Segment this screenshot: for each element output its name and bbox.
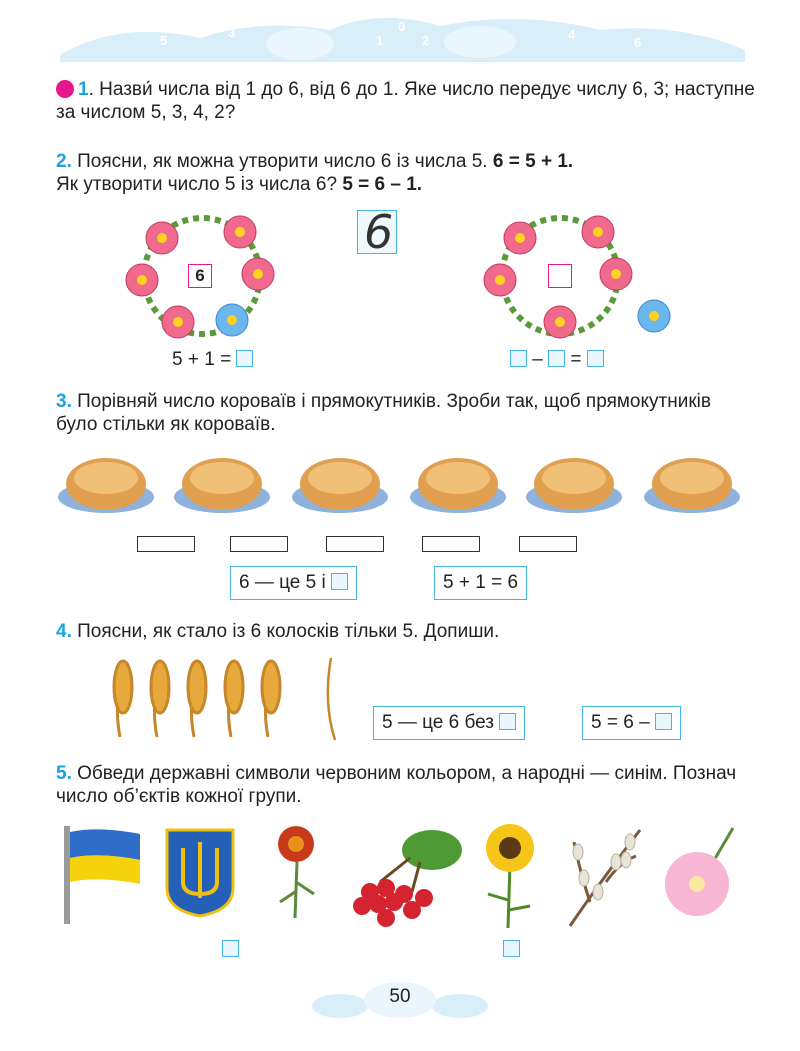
task-2: 2. Поясни, як можна утворити число 6 із числа 5. 6 = 5 + 1. Як утворити число 5 із числа 6? 5 = 6 – 1. [56,151,574,195]
rectangle-1 [137,536,195,552]
equation-5-plus-1: 5 + 1 = [172,349,253,371]
answer-box[interactable] [499,713,516,730]
frame-5-plus-1: 5 + 1 = 6 [434,566,527,600]
sunflower-icon [470,820,550,930]
equation-minus: – = [510,349,604,371]
task-5: 5. Обведи державні символи червоним кольором, а народні — синім. Познач число об’єктів кожної групи. [56,763,737,807]
answer-box[interactable] [331,573,348,590]
flag-icon [58,826,148,926]
rectangle-5 [519,536,577,552]
willow-icon [560,822,650,932]
pink-bullet-icon [56,80,74,98]
task-3: 3. Порівняй число короваїв і прямокутників. Зроби так, щоб прямокутників було стільки як короваїв. [56,391,711,435]
answer-box[interactable] [655,713,672,730]
wreath-number-box: 6 [188,264,212,288]
frame-5-equals-6-minus: 5 = 6 – [582,706,681,740]
wreath-empty-box[interactable] [548,264,572,288]
korovai-row [0,450,800,530]
mallow-icon [653,822,743,932]
trident-icon [165,828,235,918]
marigold-icon [262,822,332,922]
viburnum-icon [340,822,470,932]
answer-box-folk-symbols[interactable] [503,940,520,957]
rectangle-4 [422,536,480,552]
wheat-ears [95,652,375,742]
flower-wreath-right [478,198,688,348]
page-number: 50 [389,986,411,1007]
digit-sample: 6 [357,210,397,254]
frame-6-is-5-and: 6 — це 5 і [230,566,357,600]
answer-box[interactable] [587,350,604,367]
task-1: 1. Назви́ числа від 1 до 6, від 6 до 1. Яке число передує числу 6, 3; наступне за числом 5, 3, 4, 2? [56,79,755,123]
rectangle-3 [326,536,384,552]
frame-5-is-6-without: 5 — це 6 без [373,706,525,740]
answer-box[interactable] [510,350,527,367]
answer-box[interactable] [236,350,253,367]
header-digits: 7 5 3 1 0 2 4 6 8 [108,19,700,50]
answer-box[interactable] [548,350,565,367]
rectangle-2 [230,536,288,552]
task-4: 4. Поясни, як стало із 6 колосків тільки 5. Допиши. [56,621,500,642]
answer-box-state-symbols[interactable] [222,940,239,957]
